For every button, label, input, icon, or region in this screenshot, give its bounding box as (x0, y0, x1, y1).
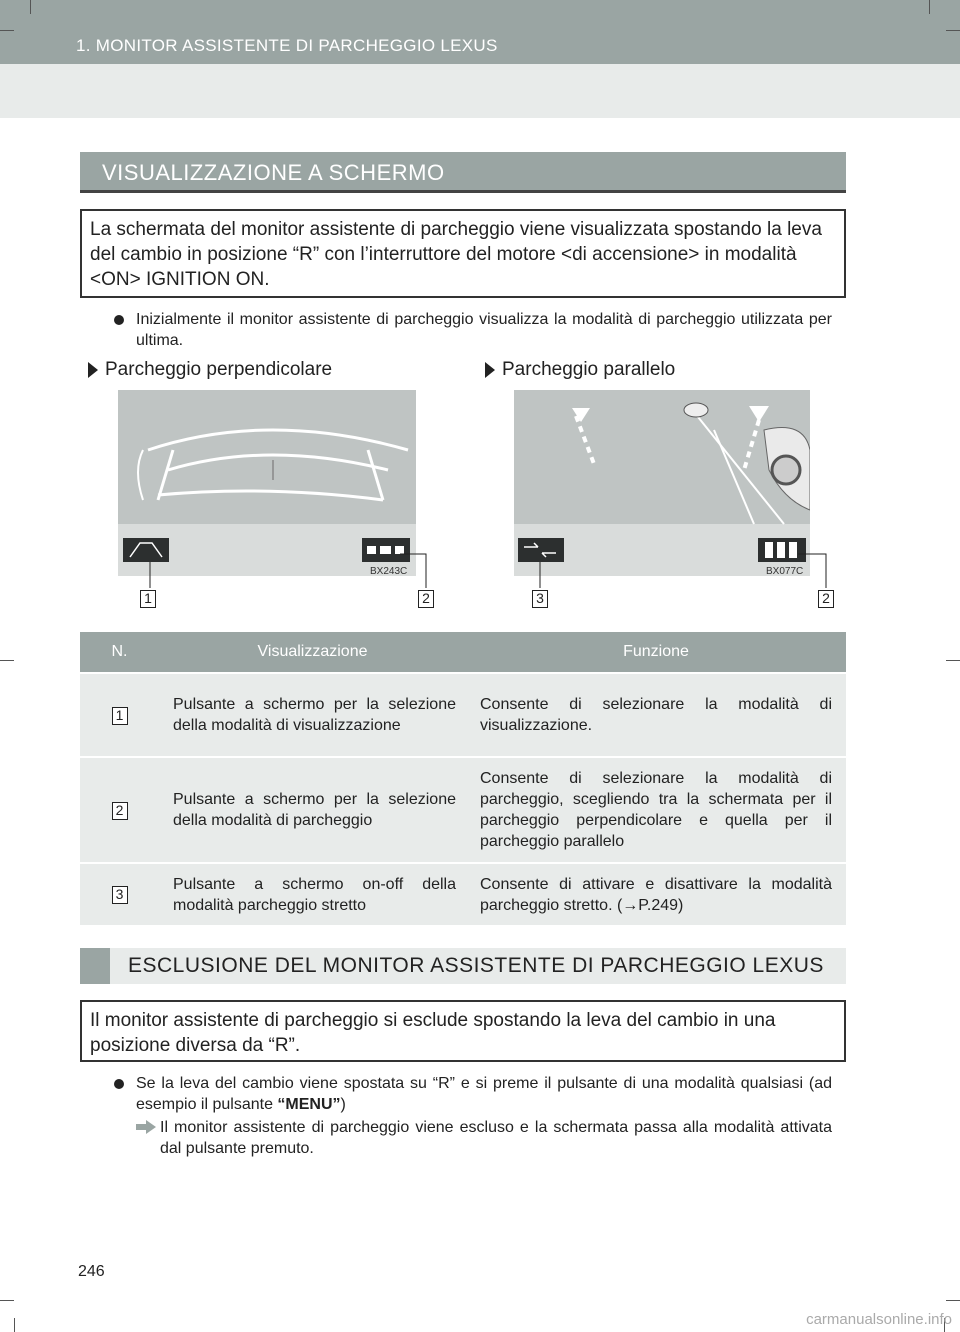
row-number: 2 (112, 802, 128, 820)
row-display: Pulsante a schermo per la selezione della modalità di visualizzazione (159, 673, 466, 757)
callout-number: 2 (818, 590, 834, 608)
intro-box: La schermata del monitor assistente di parcheggio viene visualizzata spostando la leva del cambio in posizione “R” con l’interruttore del motore <di accensione> in modalità <ON> IGNITION ON. (80, 209, 846, 298)
figure-label-perpendicular: Parcheggio perpendicolare (105, 359, 333, 380)
crop-mark (946, 30, 960, 31)
watermark: carmanualsonline.info (806, 1311, 952, 1328)
bullet-text: Inizialmente il monitor assistente di parcheggio visualizza la modalità di parcheggio utilizzata per ultima. (136, 311, 832, 349)
triangle-marker-icon (88, 362, 98, 378)
column-header-function: Funzione (466, 632, 846, 673)
crop-mark (946, 660, 960, 661)
crop-mark (946, 1300, 960, 1301)
figure-code: BX077C (766, 566, 804, 577)
table-row (80, 863, 846, 925)
section-underline (80, 190, 846, 193)
figure-label-parallel: Parcheggio parallelo (502, 359, 676, 380)
row-function: Consente di selezionare la modalità di parcheggio, scegliendo tra la schermata per il parcheggio perpendicolare e quella per il parcheggio parallelo (466, 757, 846, 863)
table-row (80, 757, 846, 863)
callout-lines (530, 540, 840, 600)
menu-button-label: “MENU” (277, 1096, 341, 1113)
crop-mark (929, 0, 930, 14)
figure-code: BX243C (370, 566, 408, 577)
callout-lines (140, 540, 440, 600)
bullet-dot (114, 1079, 124, 1089)
crop-mark (14, 1318, 15, 1332)
header-strip (0, 64, 960, 118)
function-table (80, 632, 846, 925)
row-number: 1 (112, 707, 128, 725)
callout-number: 3 (532, 590, 548, 608)
bullet-initial-mode (114, 309, 832, 351)
arrow-right-icon (136, 1120, 156, 1134)
bullet-text-suffix: ) (340, 1096, 346, 1113)
section-accent-block (80, 948, 110, 984)
section-title-text: ESCLUSIONE DEL MONITOR ASSISTENTE DI PARCHEGGIO LEXUS (128, 954, 824, 977)
result-line (136, 1117, 832, 1159)
row-display: Pulsante a schermo on-off della modalità parcheggio stretto (159, 863, 466, 925)
row-function: Consente di attivare e disattivare la modalità parcheggio stretto. (→P.249) (466, 863, 846, 925)
triangle-marker-icon (485, 362, 495, 378)
result-text: Il monitor assistente di parcheggio viene escluso e la schermata passa alla modalità attivata dal pulsante premuto. (160, 1119, 832, 1157)
row-display: Pulsante a schermo per la selezione della modalità di parcheggio (159, 757, 466, 863)
column-header-number: N. (80, 632, 159, 673)
crop-mark (30, 0, 31, 14)
chapter-title: 1. MONITOR ASSISTENTE DI PARCHEGGIO LEXUS (76, 36, 498, 55)
column-header-display: Visualizzazione (159, 632, 466, 673)
section-title-exclusion (80, 948, 846, 984)
page-number: 246 (78, 1263, 105, 1280)
table-row (80, 673, 846, 757)
crop-mark (0, 1300, 14, 1301)
callout-number: 1 (140, 590, 156, 608)
row-function: Consente di selezionare la modalità di visualizzazione. (466, 673, 846, 757)
callout-number: 2 (418, 590, 434, 608)
crop-mark (0, 660, 14, 661)
exclusion-intro-box: Il monitor assistente di parcheggio si esclude spostando la leva del cambio in una posizione diversa da “R”. (80, 1000, 846, 1062)
crop-mark (0, 30, 14, 31)
table-header-row (80, 632, 846, 673)
bullet-text-prefix: Se la leva del cambio viene spostata su “R” e si preme il pulsante di una modalità qualsiasi (ad esempio il pulsante (136, 1075, 832, 1113)
bullet-dot (114, 315, 124, 325)
row-number: 3 (112, 886, 128, 904)
section-title-display: VISUALIZZAZIONE A SCHERMO (80, 152, 846, 190)
bullet-menu-press (114, 1073, 832, 1115)
